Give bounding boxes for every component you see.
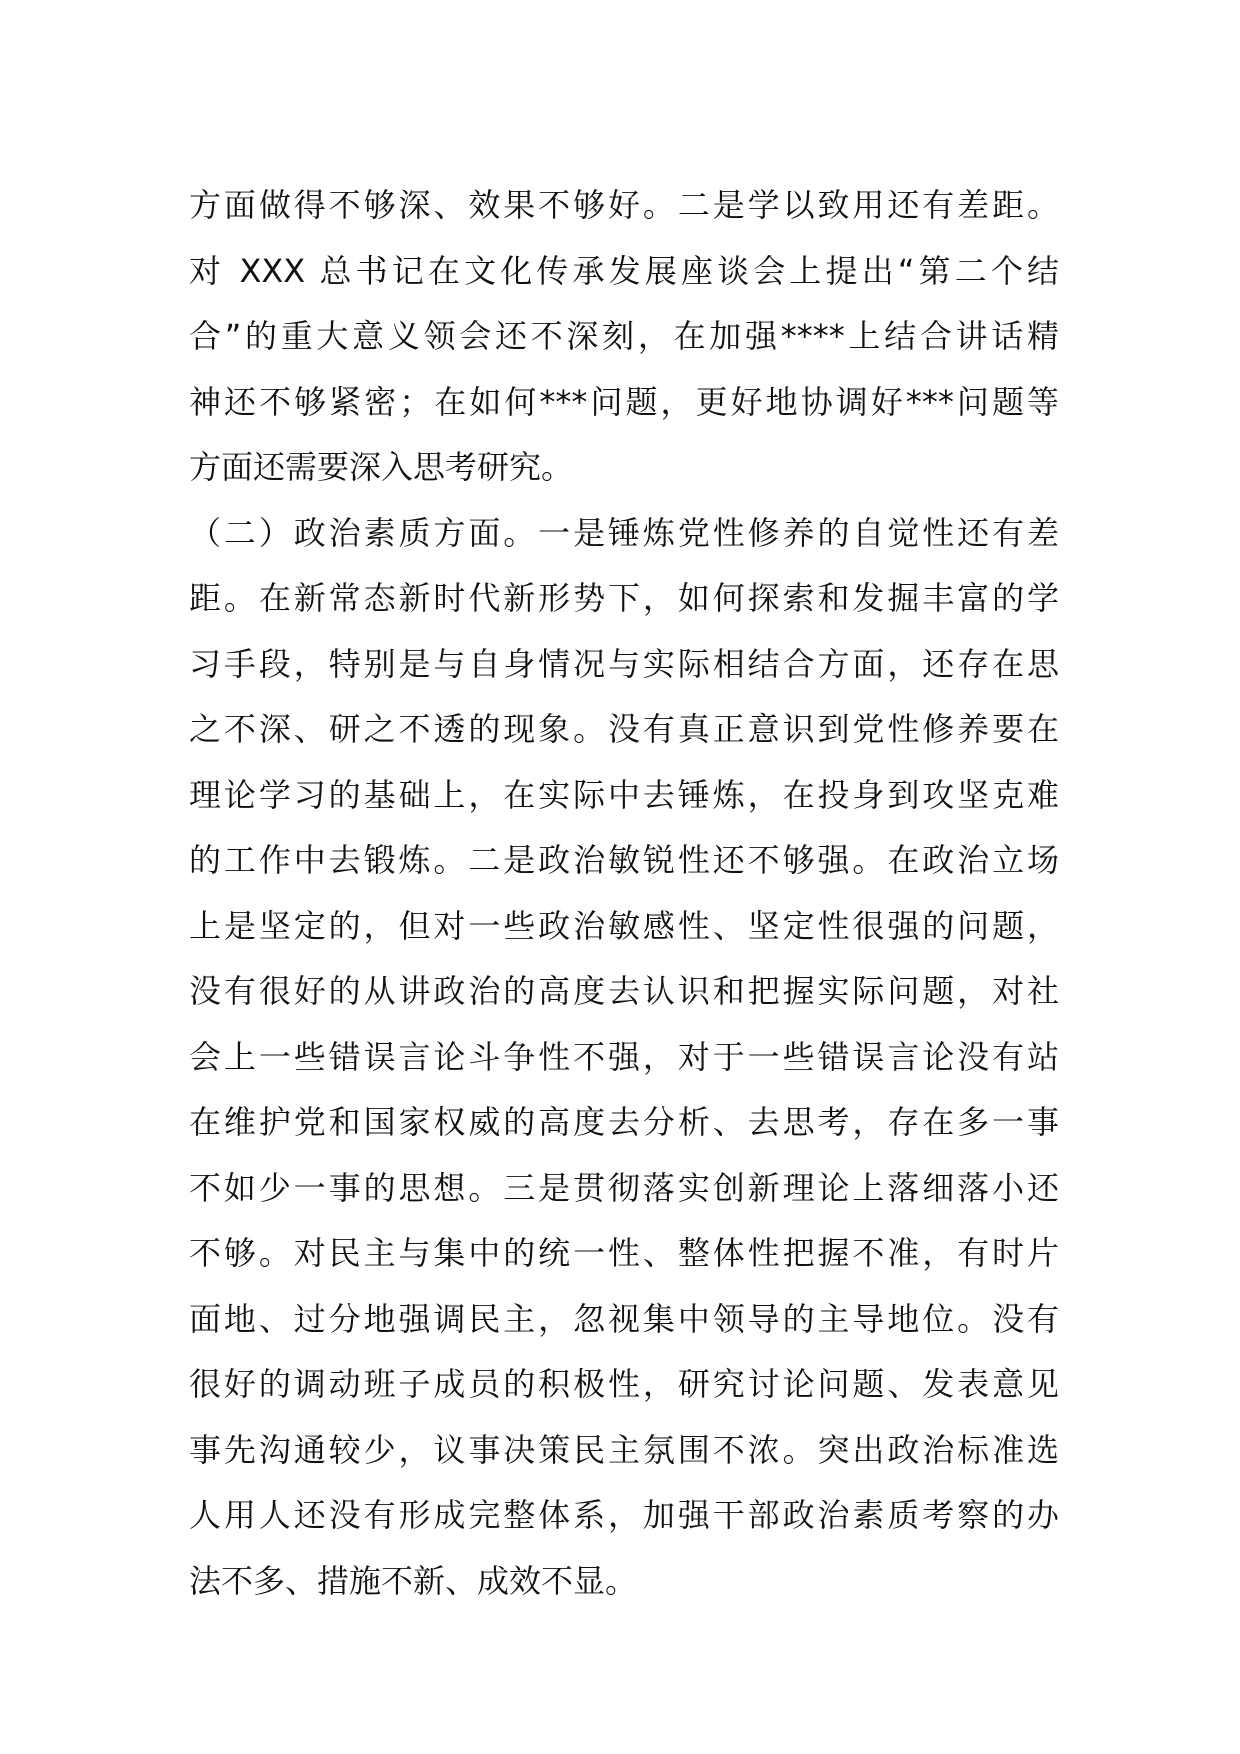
text-line: 不够。对民主与集中的统一性、整体性把握不准，有时片 — [189, 1234, 1059, 1272]
text-line: 方面做得不够深、效果不够好。二是学以致用还有差距。 — [189, 186, 1059, 224]
text-line: 的工作中去锻炼。二是政治敏锐性还不够强。在政治立场 — [189, 841, 1059, 879]
paragraph-end-line: 方面还需要深入思考研究。 — [189, 448, 574, 486]
text-line: 之不深、研之不透的现象。没有真正意识到党性修养要在 — [189, 710, 1059, 748]
text-line: 没有很好的从讲政治的高度去认识和把握实际问题，对社 — [189, 972, 1059, 1010]
body-text — [189, 173, 1059, 1614]
text-line: 合”的重大意义领会还不深刻，在加强****上结合讲话精 — [189, 317, 1059, 355]
text-line: 在维护党和国家权威的高度去分析、去思考，存在多一事 — [189, 1103, 1059, 1141]
text-line: 理论学习的基础上，在实际中去锤炼，在投身到攻坚克难 — [189, 775, 1059, 814]
text-line: 会上一些错误言论斗争性不强，对于一些错误言论没有站 — [189, 1037, 1059, 1076]
text-line: 很好的调动班子成员的积极性，研究讨论问题、发表意见 — [189, 1365, 1059, 1403]
section-heading-line: （二）政治素质方面。一是锤炼党性修养的自觉性还有差 — [189, 513, 1059, 552]
text-line: 面地、过分地强调民主，忽视集中领导的主导地位。没有 — [189, 1299, 1059, 1338]
paragraph-end-line: 法不多、措施不新、成效不显。 — [189, 1561, 638, 1600]
text-line: 神还不够紧密；在如何***问题，更好地协调好***问题等 — [189, 382, 1059, 421]
text-line: 人用人还没有形成完整体系，加强干部政治素质考察的办 — [189, 1496, 1059, 1534]
text-line: 事先沟通较少，议事决策民主氛围不浓。突出政治标准选 — [189, 1430, 1059, 1469]
text-line: 距。在新常态新时代新形势下，如何探索和发掘丰富的学 — [189, 579, 1059, 617]
text-line: 对 XXX 总书记在文化传承发展座谈会上提出“第二个结 — [189, 251, 1059, 290]
text-line: 不如少一事的思想。三是贯彻落实创新理论上落细落小还 — [189, 1168, 1059, 1207]
text-line: 上是坚定的，但对一些政治敏感性、坚定性很强的问题， — [189, 906, 1059, 945]
text-line: 习手段，特别是与自身情况与实际相结合方面，还存在思 — [189, 644, 1059, 683]
